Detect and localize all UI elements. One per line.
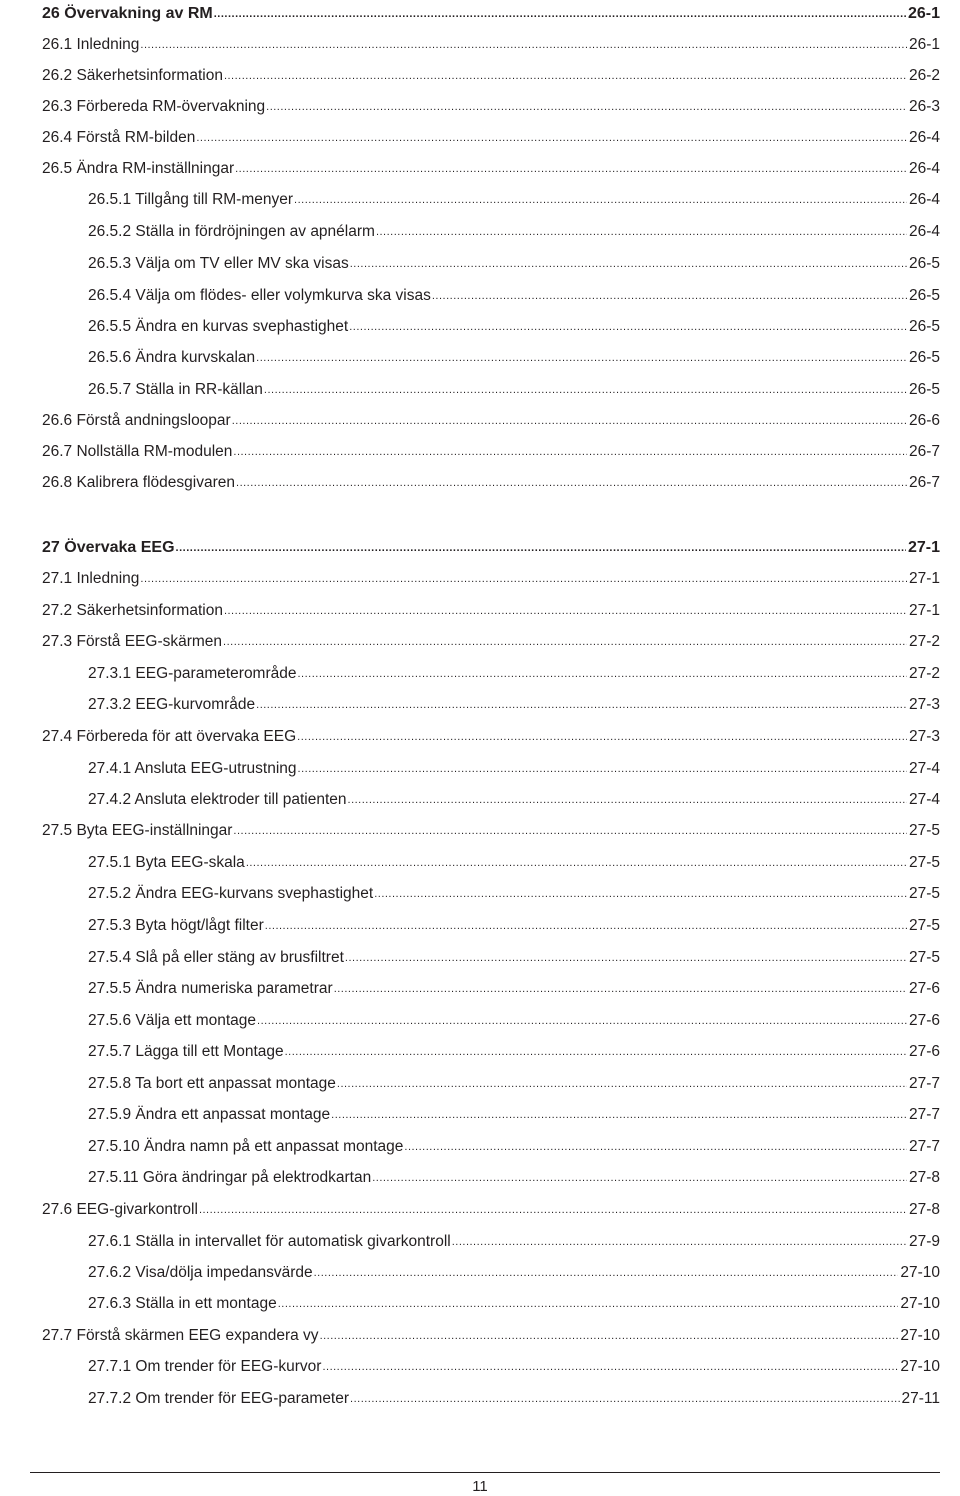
toc-entry[interactable]	[88, 1228, 940, 1252]
toc-entry[interactable]	[88, 1259, 940, 1283]
toc-entry-page: 27-10	[900, 1295, 940, 1312]
toc-entry[interactable]	[88, 1007, 940, 1031]
toc-entry[interactable]	[88, 1290, 940, 1314]
toc-entry-page: 27-5	[908, 885, 940, 902]
toc-entry-title: 26.3 Förbereda RM-övervakning	[42, 98, 266, 115]
toc-entry[interactable]	[88, 344, 940, 368]
toc-entry[interactable]	[88, 313, 940, 337]
toc-entry[interactable]	[88, 912, 940, 936]
toc-entry[interactable]	[42, 1196, 940, 1220]
toc-entry[interactable]	[88, 755, 940, 779]
toc-leader-dots	[266, 99, 907, 115]
toc-entry[interactable]	[88, 376, 940, 400]
toc-entry-page: 26-5	[908, 381, 940, 398]
toc-entry-title: 27.3.2 EEG-kurvområde	[88, 696, 256, 713]
toc-entry-page: 27-1	[908, 570, 940, 587]
toc-entry[interactable]	[42, 407, 940, 431]
toc-leader-dots	[331, 1107, 907, 1123]
toc-entry-title: 27.3 Förstå EEG-skärmen	[42, 633, 223, 650]
toc-entry-page: 26-1	[908, 36, 940, 53]
toc-entry[interactable]	[42, 62, 940, 86]
toc-entry-page: 26-4	[908, 129, 940, 146]
toc-entry-title: 27.6.1 Ställa in intervallet för automatisk givarkontroll	[88, 1233, 451, 1250]
toc-entry-title: 27.5.8 Ta bort ett anpassat montage	[88, 1075, 336, 1092]
toc-entry-title: 27.4.2 Ansluta elektroder till patienten	[88, 791, 347, 808]
toc-entry-title: 26.6 Förstå andningsloopar	[42, 412, 231, 429]
toc-leader-dots	[322, 1359, 898, 1375]
toc-leader-dots	[278, 1296, 899, 1312]
toc-entry[interactable]	[42, 723, 940, 747]
toc-entry-page: 27-1	[908, 602, 940, 619]
toc-entry-page: 27-5	[908, 822, 940, 839]
toc-entry[interactable]	[42, 0, 940, 24]
toc-entry-title: 27.5.1 Byta EEG-skala	[88, 854, 245, 871]
toc-entry-page: 26-7	[908, 474, 940, 491]
toc-entry[interactable]	[42, 1322, 940, 1346]
toc-entry[interactable]	[42, 817, 940, 841]
toc-leader-dots	[233, 823, 907, 839]
toc-entry-page: 26-2	[908, 67, 940, 84]
page-number: 11	[472, 1478, 488, 1495]
toc-entry-title: 26.5.6 Ändra kurvskalan	[88, 349, 256, 366]
toc-entry-title: 26.7 Nollställa RM-modulen	[42, 443, 233, 460]
toc-entry-title: 27.5.2 Ändra EEG-kurvans svephastighet	[88, 885, 374, 902]
toc-entry-page: 27-1	[907, 539, 940, 556]
toc-entry-title: 26.5.5 Ändra en kurvas svephastighet	[88, 318, 349, 335]
toc-entry-title: 27.6 EEG-givarkontroll	[42, 1201, 198, 1218]
toc-leader-dots	[264, 382, 907, 398]
toc-entry-page: 26-5	[908, 349, 940, 366]
toc-leader-dots	[404, 1139, 907, 1155]
toc-entry-title: 27.5.4 Slå på eller stäng av brusfiltret	[88, 949, 344, 966]
toc-leader-dots	[374, 886, 907, 902]
toc-entry-page: 27-5	[908, 949, 940, 966]
toc-leader-dots	[350, 1391, 899, 1407]
toc-entry-page: 27-4	[908, 791, 940, 808]
toc-entry-title: 26.5.2 Ställa in fördröjningen av apnélarm	[88, 223, 375, 240]
toc-entry-title: 27.4.1 Ansluta EEG-utrustning	[88, 760, 297, 777]
toc-entry[interactable]	[42, 124, 940, 148]
toc-entry[interactable]	[88, 1385, 940, 1409]
toc-entry-page: 26-4	[908, 191, 940, 208]
toc-entry-title: 27.5.3 Byta högt/lågt filter	[88, 917, 264, 934]
toc-entry[interactable]	[88, 1038, 940, 1062]
toc-entry[interactable]	[88, 849, 940, 873]
toc-entry-page: 27-7	[908, 1106, 940, 1123]
toc-entry-page: 27-3	[908, 728, 940, 745]
toc-entry-page: 26-5	[908, 318, 940, 335]
toc-entry-title: 27.3.1 EEG-parameterområde	[88, 665, 297, 682]
toc-entry-title: 27.5 Byta EEG-inställningar	[42, 822, 233, 839]
toc-entry[interactable]	[88, 660, 940, 684]
toc-entry-title: 27.2 Säkerhetsinformation	[42, 602, 223, 619]
toc-entry-title: 27.4 Förbereda för att övervaka EEG	[42, 728, 297, 745]
toc-leader-dots	[350, 256, 907, 272]
toc-entry-page: 27-7	[908, 1075, 940, 1092]
toc-entry-page: 26-4	[908, 223, 940, 240]
toc-entry-title: 27.5.5 Ändra numeriska parametrar	[88, 980, 333, 997]
toc-leader-dots	[140, 571, 907, 587]
toc-leader-dots	[256, 697, 907, 713]
toc-entry-page: 27-6	[908, 1043, 940, 1060]
toc-leader-dots	[224, 603, 907, 619]
toc-entry[interactable]	[88, 944, 940, 968]
toc-entry[interactable]	[88, 1353, 940, 1377]
toc-leader-dots	[196, 130, 907, 146]
toc-entry-title: 26.4 Förstå RM-bilden	[42, 129, 196, 146]
toc-entry-page: 26-3	[908, 98, 940, 115]
toc-entry[interactable]	[88, 1164, 940, 1188]
toc-entry-page: 27-10	[900, 1327, 940, 1344]
toc-leader-dots	[176, 540, 906, 556]
toc-entry-title: 27.5.7 Lägga till ett Montage	[88, 1043, 284, 1060]
toc-leader-dots	[199, 1202, 907, 1218]
toc-entry-title: 27.7 Förstå skärmen EEG expandera vy	[42, 1327, 319, 1344]
toc-entry-title: 26 Övervakning av RM	[42, 5, 213, 22]
toc-entry-title: 27.7.1 Om trender för EEG-kurvor	[88, 1358, 322, 1375]
toc-entry-title: 26.8 Kalibrera flödesgivaren	[42, 474, 236, 491]
toc-leader-dots	[320, 1328, 899, 1344]
toc-leader-dots	[233, 444, 907, 460]
toc-entry-page: 27-3	[908, 696, 940, 713]
toc-leader-dots	[232, 413, 907, 429]
toc-entry-title: 27.5.10 Ändra namn på ett anpassat montage	[88, 1138, 404, 1155]
toc-entry[interactable]	[88, 282, 940, 306]
toc-entry[interactable]	[88, 975, 940, 999]
toc-entry-page: 26-5	[908, 287, 940, 304]
toc-entry-title: 27.5.6 Välja ett montage	[88, 1012, 257, 1029]
toc-entry-title: 27.6.3 Ställa in ett montage	[88, 1295, 277, 1312]
toc-leader-dots	[345, 950, 907, 966]
toc-leader-dots	[348, 792, 907, 808]
toc-entry-title: 26.5 Ändra RM-inställningar	[42, 160, 235, 177]
toc-entry[interactable]	[88, 186, 940, 210]
toc-entry-page: 27-8	[908, 1201, 940, 1218]
toc-entry-page: 26-6	[908, 412, 940, 429]
toc-entry[interactable]	[88, 250, 940, 274]
toc-entry-title: 26.1 Inledning	[42, 36, 140, 53]
toc-entry[interactable]	[42, 469, 940, 493]
toc-leader-dots	[294, 192, 907, 208]
toc-entry-page: 27-6	[908, 1012, 940, 1029]
toc-entry[interactable]	[88, 218, 940, 242]
toc-entry[interactable]	[42, 438, 940, 462]
toc-entry[interactable]	[42, 155, 940, 179]
toc-entry[interactable]	[42, 31, 940, 55]
toc-entry-page: 26-4	[908, 160, 940, 177]
toc-entry[interactable]	[88, 880, 940, 904]
toc-entry[interactable]	[88, 1070, 940, 1094]
toc-entry-title: 26.5.3 Välja om TV eller MV ska visas	[88, 255, 349, 272]
toc-entry-title: 27.7.2 Om trender för EEG-parameter	[88, 1390, 350, 1407]
toc-entry[interactable]	[88, 691, 940, 715]
toc-entry-page: 27-7	[908, 1138, 940, 1155]
toc-entry[interactable]	[88, 1101, 940, 1125]
toc-entry-title: 27.1 Inledning	[42, 570, 140, 587]
toc-entry-title: 26.5.7 Ställa in RR-källan	[88, 381, 263, 398]
toc-leader-dots	[297, 729, 907, 745]
toc-leader-dots	[140, 37, 907, 53]
toc-entry-page: 27-2	[908, 665, 940, 682]
toc-entry-page: 27-2	[908, 633, 940, 650]
toc-leader-dots	[349, 319, 907, 335]
toc-leader-dots	[452, 1234, 907, 1250]
toc-entry-title: 26.5.1 Tillgång till RM-menyer	[88, 191, 294, 208]
toc-entry-page: 27-5	[908, 917, 940, 934]
toc-leader-dots	[214, 6, 906, 22]
footer-rule	[30, 1472, 940, 1473]
toc-entry[interactable]	[42, 628, 940, 652]
toc-leader-dots	[223, 634, 907, 650]
toc-leader-dots	[235, 161, 907, 177]
toc-leader-dots	[256, 350, 907, 366]
toc-entry[interactable]	[42, 565, 940, 589]
toc-leader-dots	[265, 918, 907, 934]
toc-leader-dots	[236, 475, 907, 491]
toc-leader-dots	[376, 224, 907, 240]
toc-leader-dots	[246, 855, 907, 871]
toc-leader-dots	[298, 761, 907, 777]
toc-leader-dots	[285, 1044, 907, 1060]
toc-entry-title: 26.5.4 Välja om flödes- eller volymkurva ska visas	[88, 287, 431, 304]
toc-entry-title: 27.5.9 Ändra ett anpassat montage	[88, 1106, 331, 1123]
toc-entry[interactable]	[42, 534, 940, 558]
toc-entry-page: 26-7	[908, 443, 940, 460]
toc-leader-dots	[337, 1076, 907, 1092]
toc-leader-dots	[334, 981, 907, 997]
toc-entry[interactable]	[88, 786, 940, 810]
toc-entry-page: 27-11	[901, 1390, 940, 1407]
toc-entry-page: 26-5	[908, 255, 940, 272]
toc-entry-page: 27-10	[900, 1358, 940, 1375]
toc-leader-dots	[432, 288, 907, 304]
toc-entry[interactable]	[42, 93, 940, 117]
toc-leader-dots	[314, 1265, 899, 1281]
toc-entry-page: 27-8	[908, 1169, 940, 1186]
toc-entry-title: 27 Övervaka EEG	[42, 539, 175, 556]
toc-entry-page: 27-9	[908, 1233, 940, 1250]
toc-leader-dots	[298, 666, 907, 682]
toc-entry-title: 27.6.2 Visa/dölja impedansvärde	[88, 1264, 313, 1281]
toc-entry-page: 26-1	[907, 5, 940, 22]
toc-entry-title: 27.5.11 Göra ändringar på elektrodkartan	[88, 1169, 372, 1186]
toc-entry-page: 27-5	[908, 854, 940, 871]
toc-leader-dots	[257, 1013, 907, 1029]
toc-leader-dots	[372, 1170, 907, 1186]
toc-leader-dots	[224, 68, 907, 84]
toc-entry-title: 26.2 Säkerhetsinformation	[42, 67, 223, 84]
toc-entry[interactable]	[42, 597, 940, 621]
toc-entry-page: 27-4	[908, 760, 940, 777]
toc-entry-page: 27-10	[900, 1264, 940, 1281]
toc-entry[interactable]	[88, 1133, 940, 1157]
toc-entry-page: 27-6	[908, 980, 940, 997]
